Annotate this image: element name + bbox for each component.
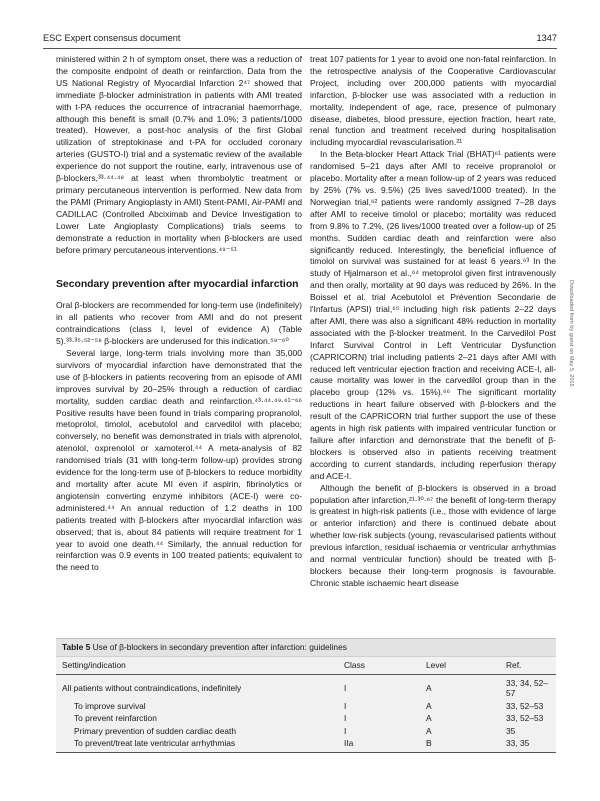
paragraph: Oral β-blockers are recommended for long-term use (indefinitely) in all patients who recover from AMI and do not present contraindications (class I, level of evidence A) (Table 5).³³·³⁵·⁵²⁻⁵⁸ β-blockers are underused for this indication.⁵⁹⁻⁶⁰ xyxy=(56,300,302,347)
table-row xyxy=(56,737,556,752)
table-cell: 33, 35 xyxy=(500,737,556,752)
table-cell: I xyxy=(344,725,347,736)
table-cell: 33, 52–53 xyxy=(506,700,544,711)
table-cell: B xyxy=(420,737,500,752)
table-cell: A xyxy=(426,725,432,736)
table-cell: 35 xyxy=(506,725,516,736)
section-heading: Secondary prevention after myocardial infarction xyxy=(56,279,299,291)
paragraph: Several large, long-term trials involving more than 35,000 survivors of myocardial infarction have demonstrated that the use of β-blockers in patients recovering from an episode of AMI improves survival by 20–25% through a reduction of cardiac mortality, sudden cardiac death and reinfarction.⁴³·⁴⁴·⁴⁹·⁶¹⁻⁶⁶ Positive results have been found in trials comparing propranolol, metoprolol, timolol, acebutolol and carvedilol with placebo; conversely, no benefit was demonstrated in trials with alprenolol, atenolol, oxprenolol or xamoterol.⁴⁴ A meta-analysis of 82 randomised trials (31 with long-term follow-up) provides strong evidence for the long-term use of β-blockers to reduce morbidity and mortality after acute MI even if aspirin, fibrinolytics or angiotensin converting enzyme inhibitors (ACE-I) were co-administered.⁴⁴ An annual reduction of 1.2 deaths in 100 patients treated with β-blockers after myocardial infarction was observed; that is, about 84 patients will require treatment for 1 year to avoid one death.⁴⁴ Similarly, the annual reduction for reinfarction was 0.9 events in 100 treated patients; equivalent to the need to xyxy=(56,348,302,573)
table-cell: I xyxy=(344,700,347,711)
header-divider xyxy=(43,48,557,49)
page-number: 1347 xyxy=(536,33,557,43)
table-label: Table 5 xyxy=(62,642,91,652)
paragraph: In the Beta-blocker Heart Attack Trial (BHAT)⁶¹ patients were randomised 5–21 days after AMI to receive propranolol or placebo. Mortality after a mean follow-up of 2 years was reduced by 25% (7% vs. 9.5%) (25 lives saved/1000 treated). In the Norwegian trial,⁶² patients were randomly assigned 7–28 days after AMI to receive timolol or placebo; mortality was reduced from 9.8% to 7.2%, (26 lives/1000 treated over a follow-up of 25 months. Sudden cardiac death and reinfarction were also significantly reduced. Interestingly, the beneficial influence of timolol on survival was sustained for at least 6 years.⁶³ In the study of Hjalmarson et al.,⁶⁴ metoprolol given first intravenously and then orally, mortality at 90 days was reduced by 26%. In the Boissel et al. trial Acebutolol et Prévention Secondarie de l'Infartus (APSI) trial,⁶⁵ including high risk patients 2–22 days after AMI, there was also a significant 48% reduction in mortality associated with the β-blocker treatment. In the Carvedilol Post Infarct Survival Control in Left Ventricular Dysfunction (CAPRICORN) trial including patients 2–21 days after AMI with reduced left ventricular ejection fraction and receiving ACE-I, all-cause mortality was lower in the carvedilol group than in the placebo group (12% vs. 15%).⁶⁶ The significant mortality reductions in heart failure observed with β-blockers and the result of the CAPRICORN trial further support the use of these agents in high risk patients with impaired ventricular function or failure after infarction and demonstrate that the benefit of β-blockers is observed also in patients receiving treatment according to current standards, including reperfusion therapy and ACE-I. xyxy=(310,149,556,481)
table-cell: 33, 34, 52–57 xyxy=(506,677,548,698)
table-header-row xyxy=(56,657,556,674)
column-header: Setting/indication xyxy=(56,657,338,674)
table-cell: To improve survival xyxy=(74,700,146,711)
download-watermark xyxy=(565,280,577,600)
table-cell: A xyxy=(426,713,432,723)
paragraph: Although the benefit of β-blockers is observed in a broad population after infarction,²¹·³⁰·⁶⁷ the benefit of long-term therapy is greatest in high-risk patients (i.e., those with evidence of large or anterior infarction) and there is continued debate about whether low-risk subjects (young, revascularised patients without previous infarction, residual ischaemia or ventricular arrhythmias and normal ventricular function) should be treated with β-blockers because their long-term prognosis is favourable. Chronic stable ischaemic heart disease xyxy=(310,482,556,588)
table-cell: 33, 52–53 xyxy=(506,713,544,723)
column-header: Level xyxy=(420,657,500,674)
left-column xyxy=(56,54,302,574)
table-caption xyxy=(56,639,556,657)
paragraph: ministered within 2 h of symptom onset, there was a reduction of the composite endpoint of death or reinfarction. Data from the US National Registry of Myocardial Infarction 2⁴⁷ showed that immediate β-blocker administration in patients with AMI treated with t-PA reduces the occurrence of intracranial haemorrhage, although this benefit is small (0.7% and 1.0%; 3 patients/1000 treated). However, a post-hoc analysis of the first Global utilization of streptokinase and t-PA for occluded coronary arteries (GUSTO-I) trial and a systematic review of the available experience do not support the routine, early, intravenous use of β-blockers,³³·⁴⁴·⁴⁸ at least when thrombolytic treatment or primary percutaneous intervention is performed. New data from the PAMI (Primary Angioplasty in AMI) Stent-PAMI, Air-PAMI and CADILLAC (Controlled Abciximab and Device Investigation to Lower Late Angioplasty Complications) trials seems to demonstrate a reduction in mortality when β-blockers are used before primary percutaneous interventions.⁴⁹⁻⁵¹ xyxy=(56,54,302,255)
table-cell: I xyxy=(344,682,347,693)
column-header: Ref. xyxy=(500,657,556,674)
table-cell: I xyxy=(344,713,347,723)
table-row xyxy=(56,712,556,725)
table-cell: All patients without contraindications, indefinitely xyxy=(62,682,242,693)
running-header xyxy=(43,33,557,47)
guidelines-table xyxy=(56,638,556,753)
table-cell: To prevent/treat late ventricular arrhythmias xyxy=(56,737,338,752)
table-cell: A xyxy=(426,682,432,693)
column-header: Class xyxy=(338,657,420,674)
table-caption-text: Use of β-blockers in secondary prevention after infarction: guidelines xyxy=(92,642,347,652)
table-row xyxy=(56,674,556,700)
table-grid xyxy=(56,657,556,753)
table-cell: To prevent reinfarction xyxy=(74,713,157,723)
journal-section-title: ESC Expert consensus document xyxy=(43,33,181,43)
table-cell: Primary prevention of sudden cardiac death xyxy=(74,725,237,736)
paragraph: treat 107 patients for 1 year to avoid one non-fatal reinfarction. In the retrospective analysis of the Cooperative Cardiovascular Project, including over 200,000 patients with myocardial infarction, β-blocker use was associated with a reduction in mortality, independent of age, race, presence of pulmonary disease, diabetes, blood pressure, ejection fraction, heart rate, renal function and treatment received during hospitalisation including myocardial revascularisation.²¹ xyxy=(310,54,556,148)
table-row xyxy=(56,700,556,713)
right-column xyxy=(310,54,556,590)
table-cell: A xyxy=(426,700,432,711)
table-row xyxy=(56,725,556,738)
download-note: Downloaded from by guest on May 5, 2015 xyxy=(568,280,574,387)
table-cell: IIa xyxy=(338,737,420,752)
